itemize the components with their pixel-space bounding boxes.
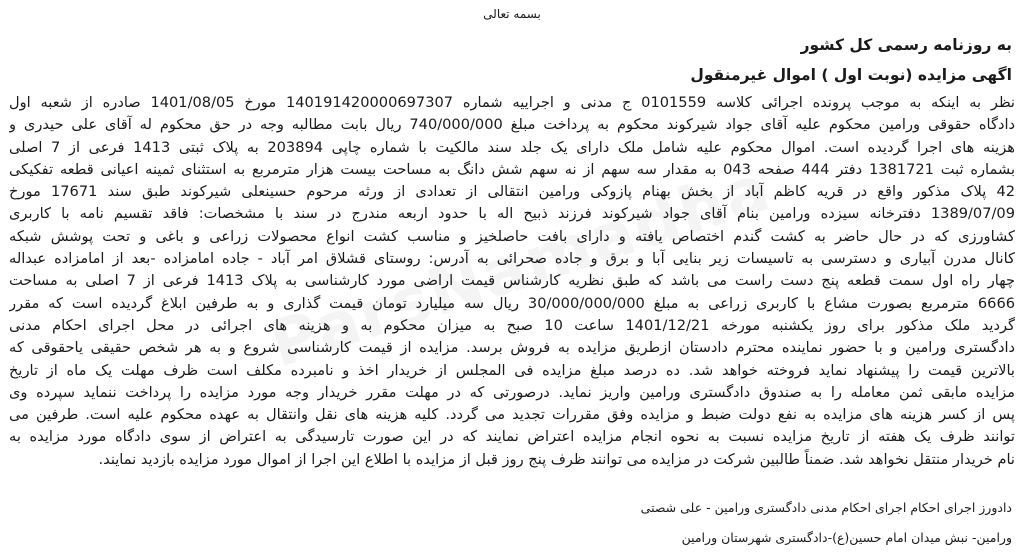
notice-body xyxy=(9,92,1015,471)
address-line: ورامین- نبش میدان امام حسین(ع)-دادگستری شهرستان ورامین xyxy=(681,530,1012,545)
bismillah-heading: بسمه تعالی xyxy=(483,7,541,21)
notice-title: اگهی مزایده (نوبت اول ) اموال غیرمنقول xyxy=(690,66,1012,84)
recipient-line: به روزنامه رسمی کل کشور xyxy=(800,36,1012,54)
body-line: مزایده مابقی ثمن معامله را به صندوق دادگستری ورامین واریز نماید. درصورتی که در مهلت مقرر خریدار وجه مورد مزایده را پرداخت ننماید سپرده وی xyxy=(9,383,1015,401)
body-line: 42 پلاک مذکور واقع در قریه کاظم آباد از بخش بهنام پازوکی ورامین انتقالی از تعدادی از ورثه مرحوم حسینعلی شیرکوند طبق سند 17671 مورخ xyxy=(9,183,1015,201)
body-line: توانند ظرف یک هفته از تاریخ مزایده نسبت به نحوه انجام مزایده اعتراض نمایند که در این صورت تارسیدگی به اعتراض از سوی دادگاه مورد مزایده به xyxy=(9,428,1015,446)
body-line: هزینه های اجرا گردیده است. اموال محکوم علیه شامل ملک دارای یک جلد سند مالکیت با شماره چاپی 203894 به پلاک ثبتی 1413 فرعی از 7 اصلی xyxy=(9,138,1015,156)
body-line: چهار راه اول سمت قطعه پنج دست راست می باشد که طبق نظریه کارشناس قیمت اراضی مورد کارشناسی به پلاک 1413 فرعی از 7 اصلی به مساحت xyxy=(9,272,1015,290)
body-line: کانال مدرن آبیاری و دسترسی به تاسیسات زیر بنایی آبا و برق و جاده صحرائی به آدرس: روستای قشلاق امر آباد - جاده امامزاده -بعد از امامزاده عبداله xyxy=(9,250,1015,268)
signer-line: دادورز اجرای احکام اجرای احکام مدنی دادگستری ورامین - علی شصتی xyxy=(640,500,1012,515)
body-line: بالاترین قیمت را پیشنهاد نماید فروخته خواهد شد. ده درصد مبلغ مزایده فی المجلس از خریدار اخذ و نامبرده مکلف است ظرف مهلت یک ماه از تاریخ xyxy=(9,361,1015,379)
body-line: نام خریدار منتقل نخواهد شد. ضمناً طالبین شرکت در مزایده می توانند ظرف پنج روز قبل از مزایده با اطلاع این اجرا از اموال مورد مزایده بازدید نمایند. xyxy=(98,450,1015,468)
body-line: بشماره ثبت 1381721 دفتر 444 صفحه 043 به مقدار سه سهم از نه سهم شش دانگ به مساحت بیست هزار مترمربع به استثنای ثمینه اعیانی قطعه تفکیکی xyxy=(9,160,1015,178)
body-line: دادگاه حقوقی ورامین محکوم علیه آقای جواد شیرکوند محکوم به پرداخت مبلغ 740/000/000 ریال بابت مطالبه وجه در حق محکوم له آقای علی حیدری و xyxy=(9,116,1015,134)
body-line: 6666 مترمربع بصورت مشاع با کاربری زراعی به مبلغ 30/000/000/000 ریال سه میلیارد تومان قیمت گذاری و به طرفین ابلاغ گردیده است که مقرر xyxy=(9,294,1015,312)
body-line: کشاورزی که در حال حاضر به کشت گندم اختصاص یافته و دارای بافت حاصلخیز و مناسب کشت انواع محصولات زراعی و باغی و تحت پوشش شبکه xyxy=(9,227,1015,245)
body-line: گردید ملک مذکور برای روز یکشنبه مورخه 1401/12/21 ساعت 10 صبح به میزان محکوم به و هزینه های اجرائی در محل اجرای احکام مدنی xyxy=(9,316,1015,334)
body-line: 1389/07/09 دفترخانه سیزده ورامین بنام آقای جواد شیرکوند فرزند ذبیح اله با حدود اربعه مندرج در سند با مشخصات: فاقد تقسیم نامه با کاربری xyxy=(9,205,1015,223)
body-line: پس از کسر هزینه های مزایده به نفع دولت ضبط و مزایده وفق مقررات تجدید می گردد. کلیه هزینه های نقل وانتقال به عهده محکوم علیه است. طرفین می xyxy=(9,406,1015,424)
body-line: دادگستری ورامین و با حضور نماینده محترم دادستان ازطریق مزایده به فروش برسد. مزایده از قیمت کارشناسی شروع و به هر شخص حقیقی یاحقوقی که xyxy=(9,339,1015,357)
body-line: نظر به اینکه به موجب پرونده اجرائی کلاسه 0101559 ج مدنی و اجراییه شماره 140191420000697307 مورخ 1401/08/05 صادره از شعبه اول xyxy=(9,94,1015,111)
